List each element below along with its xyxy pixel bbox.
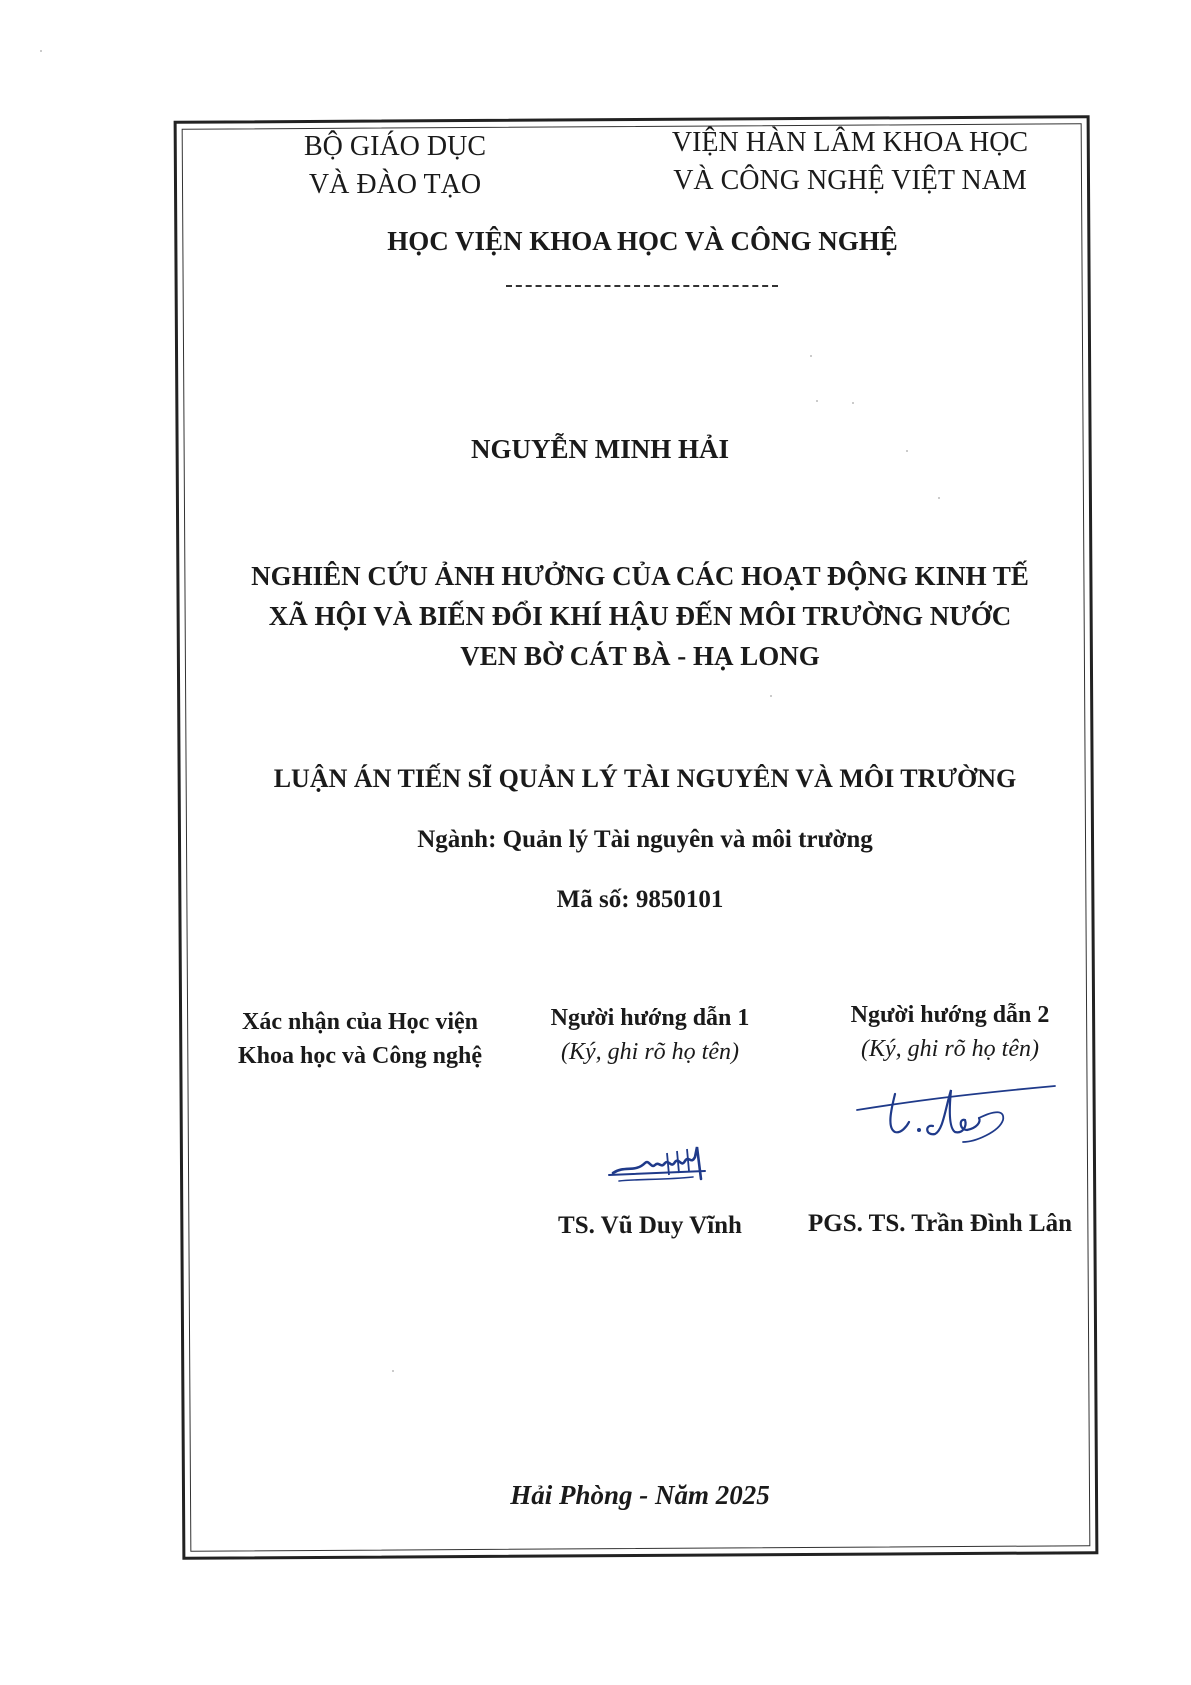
advisor1-label: Người hướng dẫn 1 bbox=[550, 1005, 750, 1031]
title-line1: NGHIÊN CỨU ẢNH HƯỞNG CỦA CÁC HOẠT ĐỘNG KINH TẾ bbox=[251, 561, 1029, 591]
advisor1-signature bbox=[605, 1135, 715, 1190]
institute-line1: Xác nhận của Học viện bbox=[241, 1009, 478, 1035]
ministry-line2: VÀ ĐÀO TẠO bbox=[308, 169, 482, 200]
institution-name: HỌC VIỆN KHOA HỌC VÀ CÔNG NGHỆ bbox=[387, 226, 898, 256]
scan-speck bbox=[906, 450, 908, 452]
advisor2-label: Người hướng dẫn 2 bbox=[850, 1002, 1050, 1028]
scan-speck bbox=[816, 400, 818, 402]
institute-line2: Khoa học và Công nghệ bbox=[237, 1043, 483, 1069]
advisor2-note: (Ký, ghi rõ họ tên) bbox=[861, 1036, 1039, 1062]
title-line2: XÃ HỘI VÀ BIẾN ĐỔI KHÍ HẬU ĐẾN MÔI TRƯỜNG NƯỚC bbox=[268, 601, 1012, 631]
advisor2-name: PGS. TS. Trần Đình Lân bbox=[807, 1210, 1072, 1237]
scan-speck bbox=[938, 497, 940, 499]
academy-header bbox=[660, 124, 1040, 200]
advisor1-note: (Ký, ghi rõ họ tên) bbox=[561, 1039, 739, 1065]
scan-speck bbox=[770, 695, 772, 697]
institute-confirmation bbox=[210, 1005, 510, 1073]
advisor1-block bbox=[520, 1001, 780, 1069]
separator-line bbox=[506, 285, 778, 287]
academy-line2: VÀ CÔNG NGHỆ VIỆT NAM bbox=[673, 165, 1027, 196]
ministry-header bbox=[290, 128, 500, 204]
code-line: Mã số: 9850101 bbox=[556, 886, 724, 913]
academy-line1: VIỆN HÀN LÂM KHOA HỌC bbox=[671, 127, 1029, 158]
scan-speck bbox=[810, 355, 812, 357]
author-name: NGUYỄN MINH HẢI bbox=[470, 434, 729, 464]
ministry-line1: BỘ GIÁO DỤC bbox=[304, 131, 486, 162]
advisor2-block bbox=[800, 998, 1100, 1066]
scan-speck bbox=[40, 50, 42, 52]
title-line3: VEN BỜ CÁT BÀ - HẠ LONG bbox=[460, 641, 820, 671]
scan-speck bbox=[392, 1370, 394, 1372]
scan-speck bbox=[852, 402, 854, 404]
degree-title: LUẬN ÁN TIẾN SĨ QUẢN LÝ TÀI NGUYÊN VÀ MÔI TRƯỜNG bbox=[273, 764, 1017, 793]
advisor1-name: TS. Vũ Duy Vĩnh bbox=[558, 1212, 742, 1239]
major-line: Ngành: Quản lý Tài nguyên và môi trường bbox=[417, 826, 873, 853]
thesis-title bbox=[170, 556, 1110, 676]
place-year: Hải Phòng - Năm 2025 bbox=[510, 1480, 770, 1510]
advisor2-signature bbox=[855, 1070, 1065, 1160]
